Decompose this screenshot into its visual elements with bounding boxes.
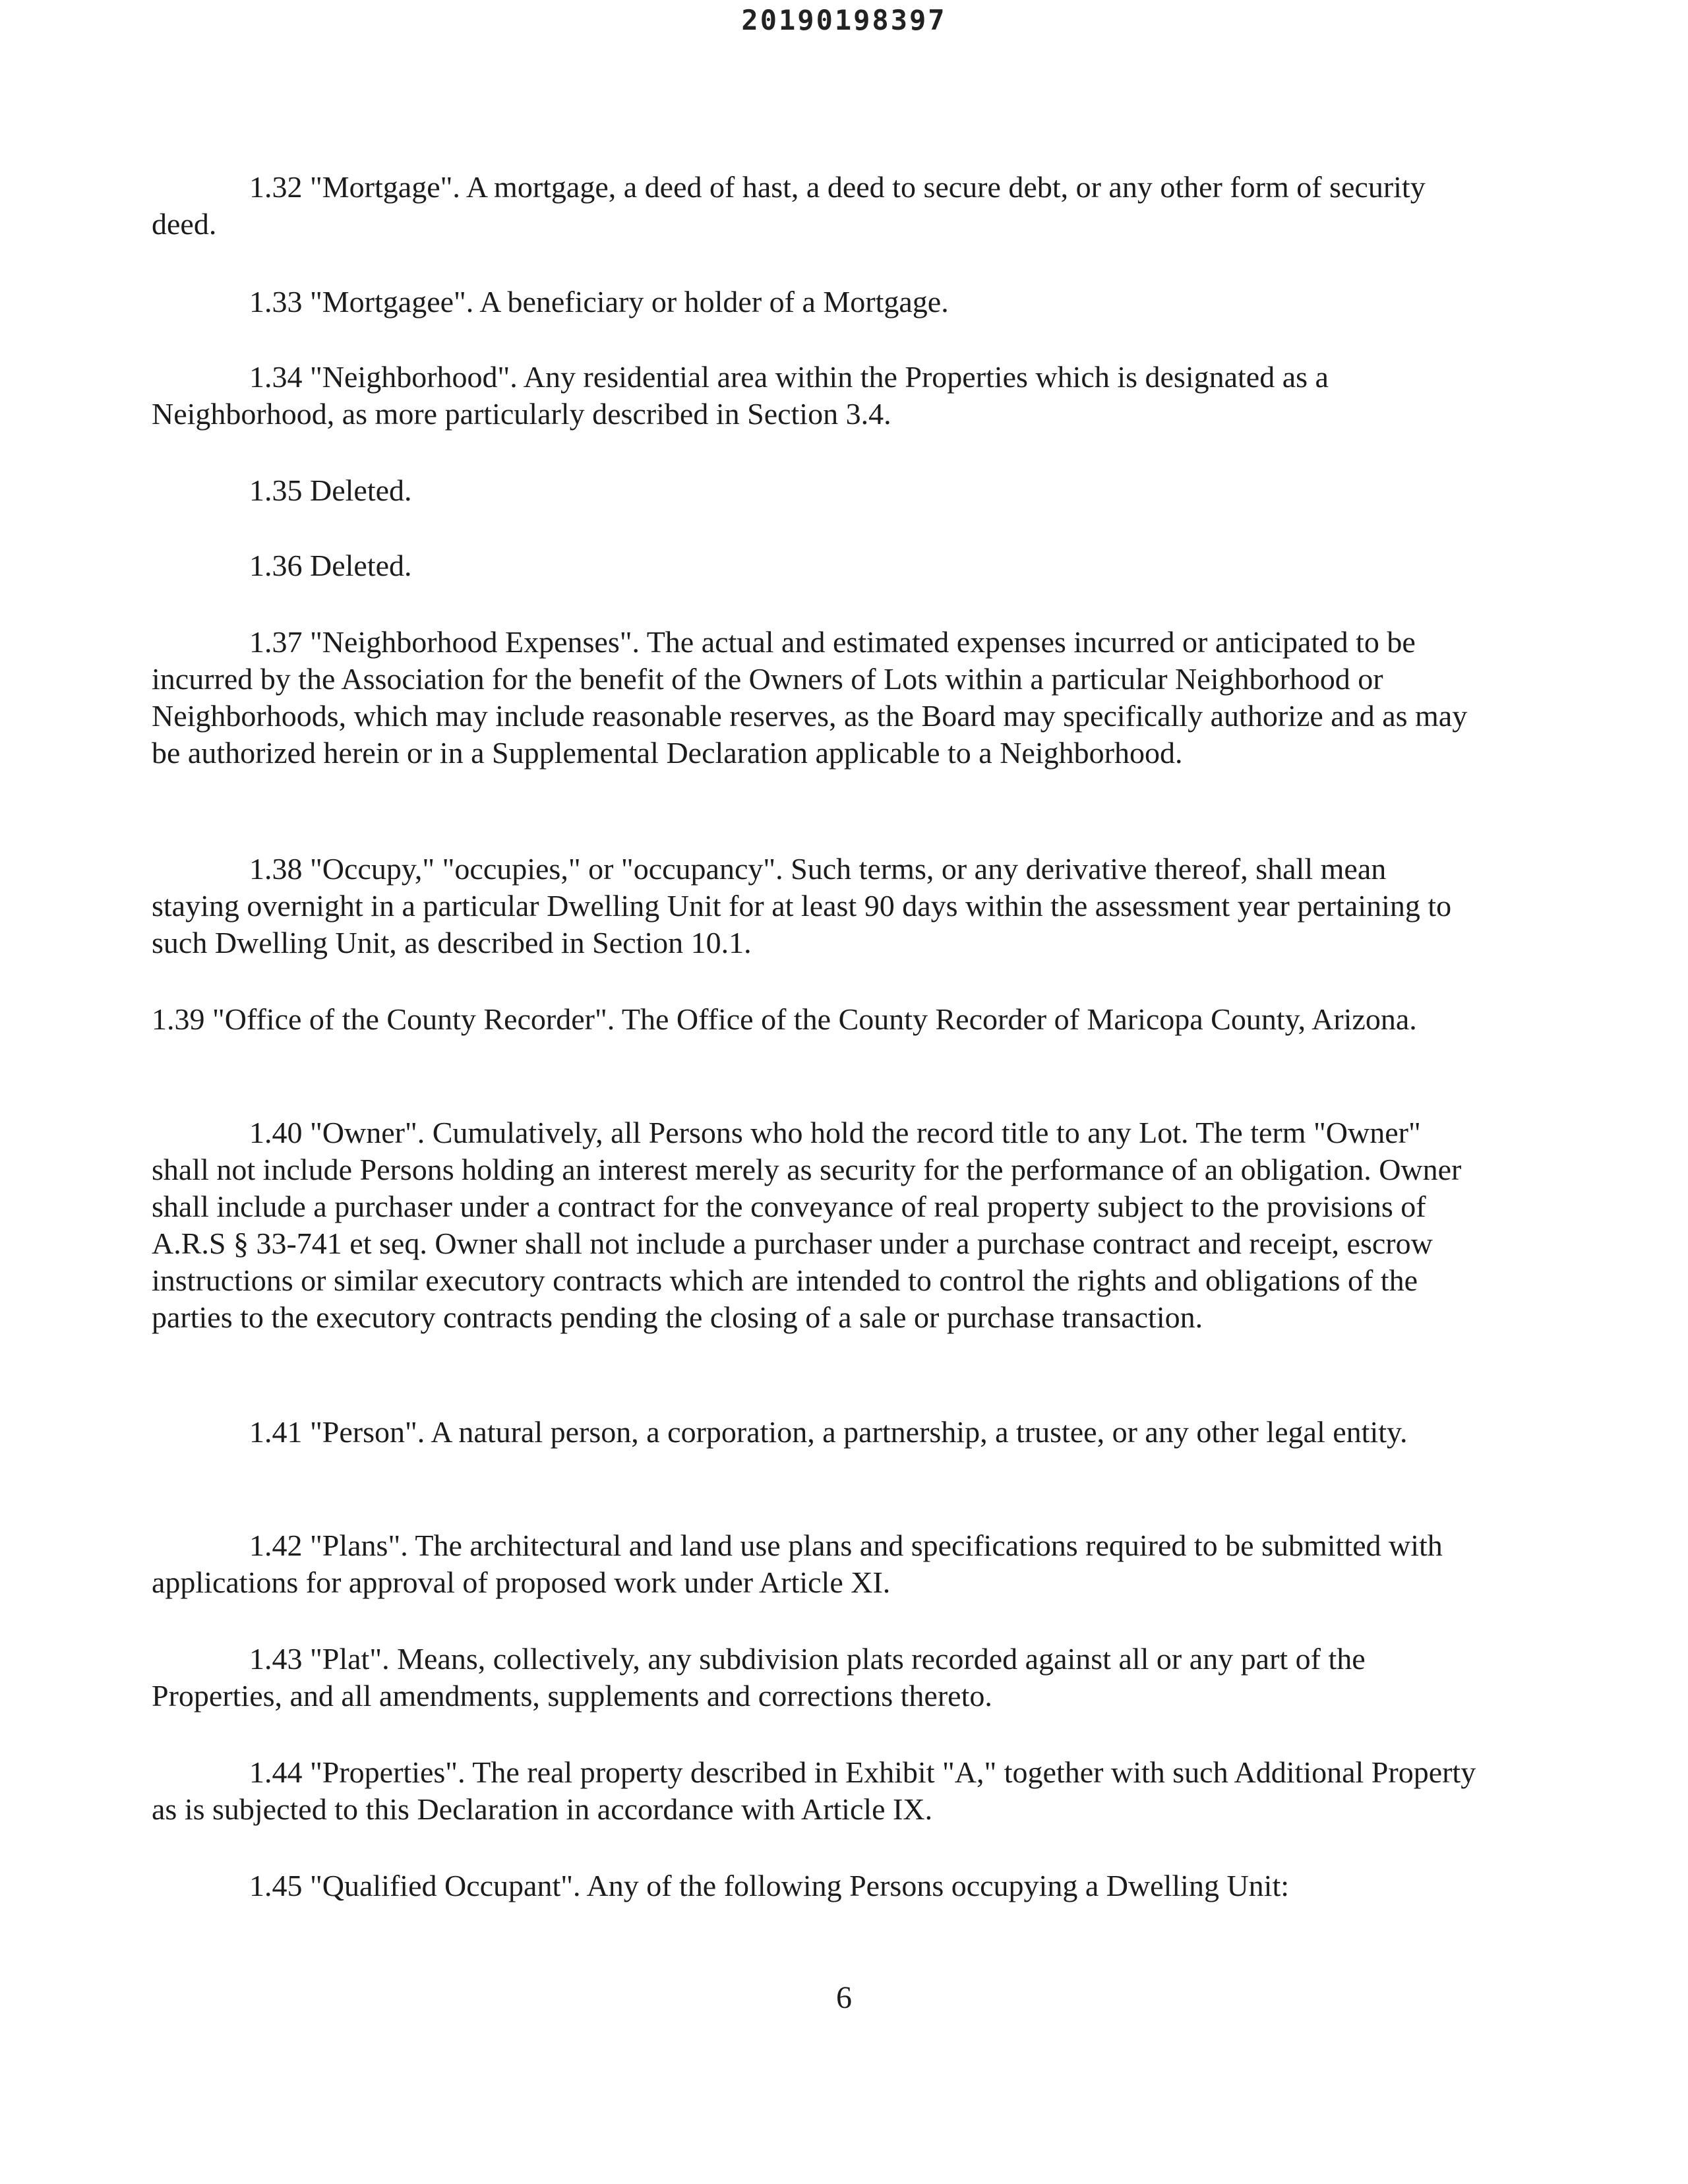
definition-1-33: 1.33 "Mortgagee". A beneficiary or holder of a Mortgage. <box>249 285 949 318</box>
page-number: 6 <box>836 1980 852 2015</box>
definition-1-42: 1.42 "Plans". The architectural and land use plans and specifications required to be submitted with applications for approval of proposed work under Article XI. <box>152 1529 1443 1599</box>
definition-1-43: 1.43 "Plat". Means, collectively, any subdivision plats recorded against all or any part of the Properties, and all amendments, supplements and corrections thereto. <box>152 1642 1366 1713</box>
record-number: 20190198397 <box>741 4 947 36</box>
definition-1-36: 1.36 Deleted. <box>249 549 412 582</box>
definition-1-37: 1.37 "Neighborhood Expenses". The actual and estimated expenses incurred or anticipated to be incurred by the Association for the benefit of the Owners of Lots within a particular Neighborhood or Neighborhoods, which may include reasonable reserves, as the Board may specifically authorize and as may be authorized herein or in a Supplemental Declaration applicable to a Neighborhood. <box>152 625 1468 770</box>
definition-1-39: 1.39 "Office of the County Recorder". The Office of the County Recorder of Maricopa County, Arizona. <box>152 1002 1417 1036</box>
definition-1-44: 1.44 "Properties". The real property described in Exhibit "A," together with such Additional Property as is subjected to this Declaration in accordance with Article IX. <box>152 1755 1476 1826</box>
definition-1-40: 1.40 "Owner". Cumulatively, all Persons who hold the record title to any Lot. The term "Owner" shall not include Persons holding an interest merely as security for the performance of an obligation. Owner shall include a purchaser under a contract for the conveyance of real property subject to the provisions of A.R.S § 33-741 et seq. Owner shall not include a purchaser under a purchase contract and receipt, escrow instructions or similar executory contracts which are intended to control the rights and obligations of the parties to the executory contracts pending the closing of a sale or purchase transaction. <box>152 1116 1462 1334</box>
definition-1-45: 1.45 "Qualified Occupant". Any of the following Persons occupying a Dwelling Unit: <box>249 1869 1290 1902</box>
definition-1-34: 1.34 "Neighborhood". Any residential area within the Properties which is designated as a Neighborhood, as more particularly described in Section 3.4. <box>152 360 1329 431</box>
definition-1-35: 1.35 Deleted. <box>249 473 412 507</box>
definition-1-38: 1.38 "Occupy," "occupies," or "occupancy". Such terms, or any derivative thereof, shall mean staying overnight in a particular Dwelling Unit for at least 90 days within the assessment year pertaining to such Dwelling Unit, as described in Section 10.1. <box>152 852 1452 959</box>
definition-1-32: 1.32 "Mortgage". A mortgage, a deed of hast, a deed to secure debt, or any other form of security deed. <box>152 170 1426 241</box>
definition-1-41: 1.41 "Person". A natural person, a corporation, a partnership, a trustee, or any other legal entity. <box>249 1415 1408 1449</box>
